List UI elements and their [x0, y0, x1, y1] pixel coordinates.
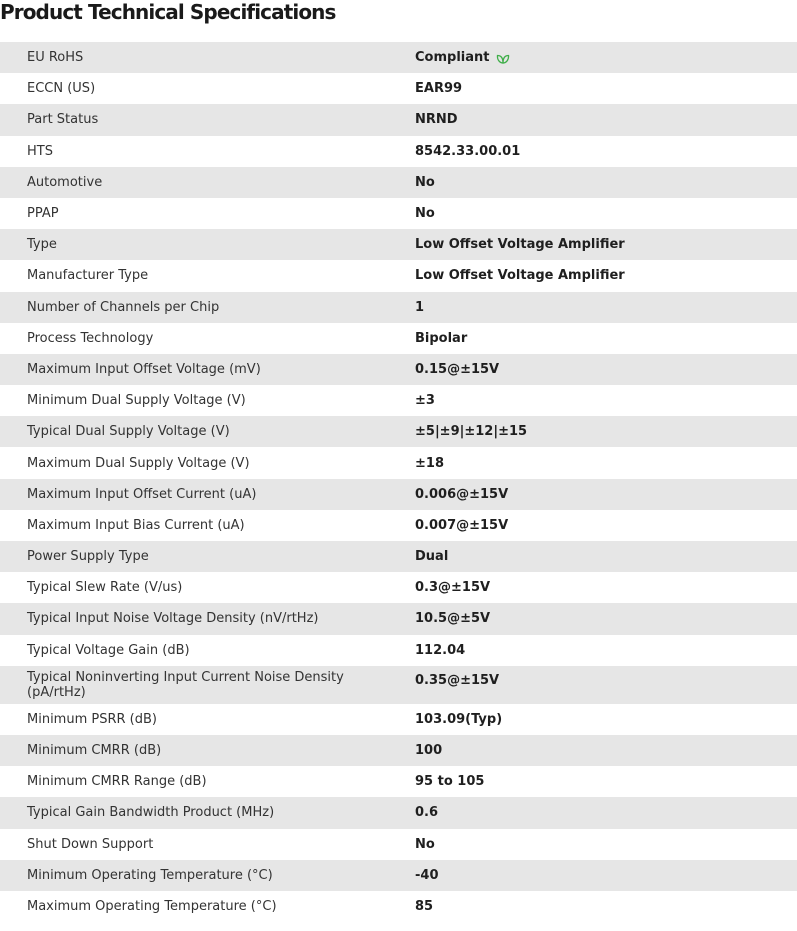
spec-label: Typical Noninverting Input Current Noise Density (pA/rtHz) — [0, 666, 388, 704]
spec-value: No — [388, 829, 797, 860]
spec-row — [0, 385, 797, 416]
spec-value-cell — [388, 42, 797, 73]
spec-value: Low Offset Voltage Amplifier — [388, 260, 797, 291]
spec-value: NRND — [388, 104, 797, 135]
spec-row — [0, 354, 797, 385]
spec-row — [0, 104, 797, 135]
spec-label: Shut Down Support — [0, 829, 388, 860]
spec-row — [0, 447, 797, 478]
spec-row — [0, 797, 797, 828]
spec-label: EU RoHS — [0, 42, 388, 73]
spec-label: Typical Input Noise Voltage Density (nV/rtHz) — [0, 603, 388, 634]
spec-label: Process Technology — [0, 323, 388, 354]
spec-row — [0, 603, 797, 634]
spec-value: EAR99 — [388, 73, 797, 104]
spec-row — [0, 635, 797, 666]
spec-label: Maximum Dual Supply Voltage (V) — [0, 447, 388, 478]
spec-row — [0, 167, 797, 198]
spec-value: 0.006@±15V — [388, 479, 797, 510]
spec-row — [0, 416, 797, 447]
spec-value: 0.3@±15V — [388, 572, 797, 603]
spec-value: No — [388, 167, 797, 198]
spec-label: HTS — [0, 136, 388, 167]
spec-row — [0, 73, 797, 104]
spec-row — [0, 829, 797, 860]
spec-label: Power Supply Type — [0, 541, 388, 572]
specifications-table — [0, 42, 797, 922]
spec-row — [0, 510, 797, 541]
spec-label: Typical Gain Bandwidth Product (MHz) — [0, 797, 388, 828]
spec-row — [0, 229, 797, 260]
spec-value: -40 — [388, 860, 797, 891]
spec-row — [0, 479, 797, 510]
spec-value: 1 — [388, 292, 797, 323]
spec-row — [0, 292, 797, 323]
spec-row — [0, 42, 797, 73]
spec-row — [0, 260, 797, 291]
spec-label: PPAP — [0, 198, 388, 229]
spec-label: Automotive — [0, 167, 388, 198]
spec-label: Minimum Dual Supply Voltage (V) — [0, 385, 388, 416]
spec-value: No — [388, 198, 797, 229]
spec-value: 0.15@±15V — [388, 354, 797, 385]
spec-row — [0, 891, 797, 922]
spec-label: Maximum Input Offset Current (uA) — [0, 479, 388, 510]
spec-value: 0.007@±15V — [388, 510, 797, 541]
spec-label: Typical Dual Supply Voltage (V) — [0, 416, 388, 447]
spec-value: Dual — [388, 541, 797, 572]
spec-value: ±3 — [388, 385, 797, 416]
page-title: Product Technical Specifications — [0, 0, 336, 24]
spec-value: 0.6 — [388, 797, 797, 828]
spec-label: Typical Slew Rate (V/us) — [0, 572, 388, 603]
spec-label: Maximum Input Offset Voltage (mV) — [0, 354, 388, 385]
spec-label: Minimum Operating Temperature (°C) — [0, 860, 388, 891]
spec-value: Low Offset Voltage Amplifier — [388, 229, 797, 260]
spec-value: 95 to 105 — [388, 766, 797, 797]
spec-row — [0, 198, 797, 229]
spec-row — [0, 735, 797, 766]
spec-label: Part Status — [0, 104, 388, 135]
spec-value: 10.5@±5V — [388, 603, 797, 634]
spec-label: ECCN (US) — [0, 73, 388, 104]
spec-value: Bipolar — [388, 323, 797, 354]
spec-label: Minimum PSRR (dB) — [0, 704, 388, 735]
spec-row — [0, 766, 797, 797]
spec-row — [0, 860, 797, 891]
spec-label: Maximum Input Bias Current (uA) — [0, 510, 388, 541]
spec-value: 0.35@±15V — [388, 666, 797, 704]
spec-row — [0, 136, 797, 167]
spec-label: Maximum Operating Temperature (°C) — [0, 891, 388, 922]
spec-value: ±18 — [388, 447, 797, 478]
spec-label: Minimum CMRR (dB) — [0, 735, 388, 766]
spec-value: 112.04 — [388, 635, 797, 666]
spec-row — [0, 704, 797, 735]
spec-row — [0, 572, 797, 603]
spec-label: Manufacturer Type — [0, 260, 388, 291]
leaf-icon — [496, 53, 510, 63]
spec-label: Type — [0, 229, 388, 260]
spec-value: 103.09(Typ) — [388, 704, 797, 735]
spec-row — [0, 541, 797, 572]
spec-label: Number of Channels per Chip — [0, 292, 388, 323]
spec-value: 100 — [388, 735, 797, 766]
spec-value: ±5|±9|±12|±15 — [388, 416, 797, 447]
spec-value: Compliant — [415, 50, 490, 66]
spec-label: Minimum CMRR Range (dB) — [0, 766, 388, 797]
spec-value: 8542.33.00.01 — [388, 136, 797, 167]
spec-row — [0, 323, 797, 354]
spec-value: 85 — [388, 891, 797, 922]
spec-label: Typical Voltage Gain (dB) — [0, 635, 388, 666]
spec-row — [0, 666, 797, 704]
